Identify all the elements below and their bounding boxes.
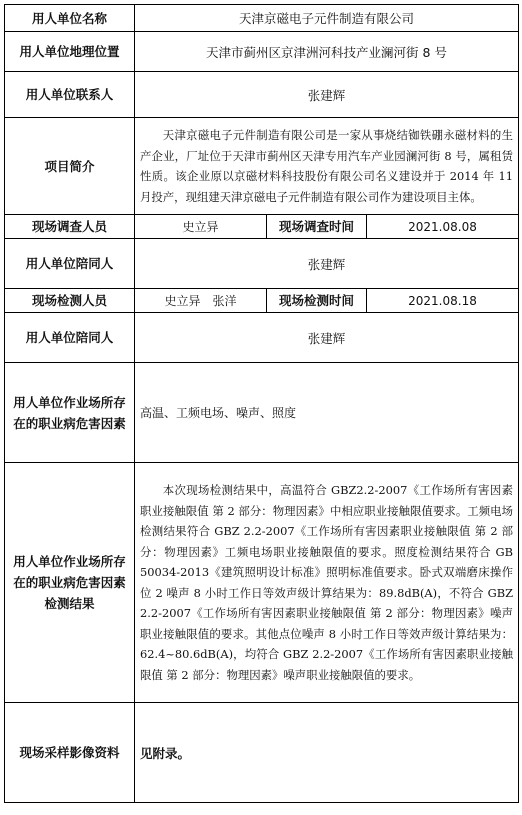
- testing-staff-label: 现场检测人员: [5, 289, 135, 313]
- employer-address-value: 天津市蓟州区京津洲河科技产业澜河街 8 号: [135, 32, 519, 72]
- row-contact: [5, 72, 519, 118]
- images-value: 见附录。: [135, 703, 519, 803]
- results-value: 本次现场检测结果中，高温符合 GBZ2.2-2007《工作场所有害因素职业接触限值 第 2 部分：物理因素》中相应职业接触限值要求。工频电场检测结果符合 GBZ 2.2-2007《工作场所有害因素职业接触限值 第 2 部分：物理因素》工频电场职业接触限值的要求。照度检测结果符合 GB 50034-2013《建筑照明设计标准》照明标准值要求。卧式双端磨床操作位 2 噪声 8 小时工作日等效声级计算结果为：89.8dB(A)，不符合 GBZ 2.2-2007《工作场所有害因素职业接触限值 第 2 部分：物理因素》噪声职业接触限值的要求。其他点位噪声 8 小时工作日等效声级计算结果为：62.4~80.6dB(A)，均符合 GBZ 2.2-2007《工作场所有害因素职业接触限值 第 2 部分：物理因素》噪声职业接触限值的要求。: [135, 463, 519, 703]
- row-employer-address: [5, 32, 519, 72]
- row-survey-escort: [5, 239, 519, 289]
- survey-staff-label: 现场调查人员: [5, 215, 135, 239]
- contact-value: 张建辉: [135, 72, 519, 118]
- testing-time-label: 现场检测时间: [267, 289, 367, 313]
- hazards-value: 高温、工频电场、噪声、照度: [135, 363, 519, 463]
- survey-escort-label: 用人单位陪同人: [5, 239, 135, 289]
- contact-label: 用人单位联系人: [5, 72, 135, 118]
- project-intro-value: 天津京磁电子元件制造有限公司是一家从事烧结铷铁硼永磁材料的生产企业，厂址位于天津市蓟州区天津专用汽车产业园澜河街 8 号，属租赁性质。该企业原以京磁材料科技股份有限公司名义建设并于 2014 年 11 月投产，现组建天津京磁电子元件制造有限公司作为建设项目主体。: [135, 118, 519, 215]
- row-testing: [5, 289, 519, 313]
- row-testing-escort: [5, 313, 519, 363]
- survey-time-value: 2021.08.08: [367, 215, 519, 239]
- row-survey: [5, 215, 519, 239]
- survey-record-table: [4, 4, 519, 803]
- testing-escort-label: 用人单位陪同人: [5, 313, 135, 363]
- images-label: 现场采样影像资料: [5, 703, 135, 803]
- row-project-intro: [5, 118, 519, 215]
- project-intro-label: 项目简介: [5, 118, 135, 215]
- employer-name-label: 用人单位名称: [5, 5, 135, 32]
- testing-time-value: 2021.08.18: [367, 289, 519, 313]
- survey-time-label: 现场调查时间: [267, 215, 367, 239]
- testing-staff-value: 史立异 张洋: [135, 289, 267, 313]
- row-employer-name: [5, 5, 519, 32]
- survey-staff-value: 史立异: [135, 215, 267, 239]
- row-images: [5, 703, 519, 803]
- testing-escort-value: 张建辉: [135, 313, 519, 363]
- results-label: 用人单位作业场所存在的职业病危害因素检测结果: [5, 463, 135, 703]
- hazards-label: 用人单位作业场所存在的职业病危害因素: [5, 363, 135, 463]
- row-results: [5, 463, 519, 703]
- survey-escort-value: 张建辉: [135, 239, 519, 289]
- row-hazards: [5, 363, 519, 463]
- employer-address-label: 用人单位地理位置: [5, 32, 135, 72]
- employer-name-value: 天津京磁电子元件制造有限公司: [135, 5, 519, 32]
